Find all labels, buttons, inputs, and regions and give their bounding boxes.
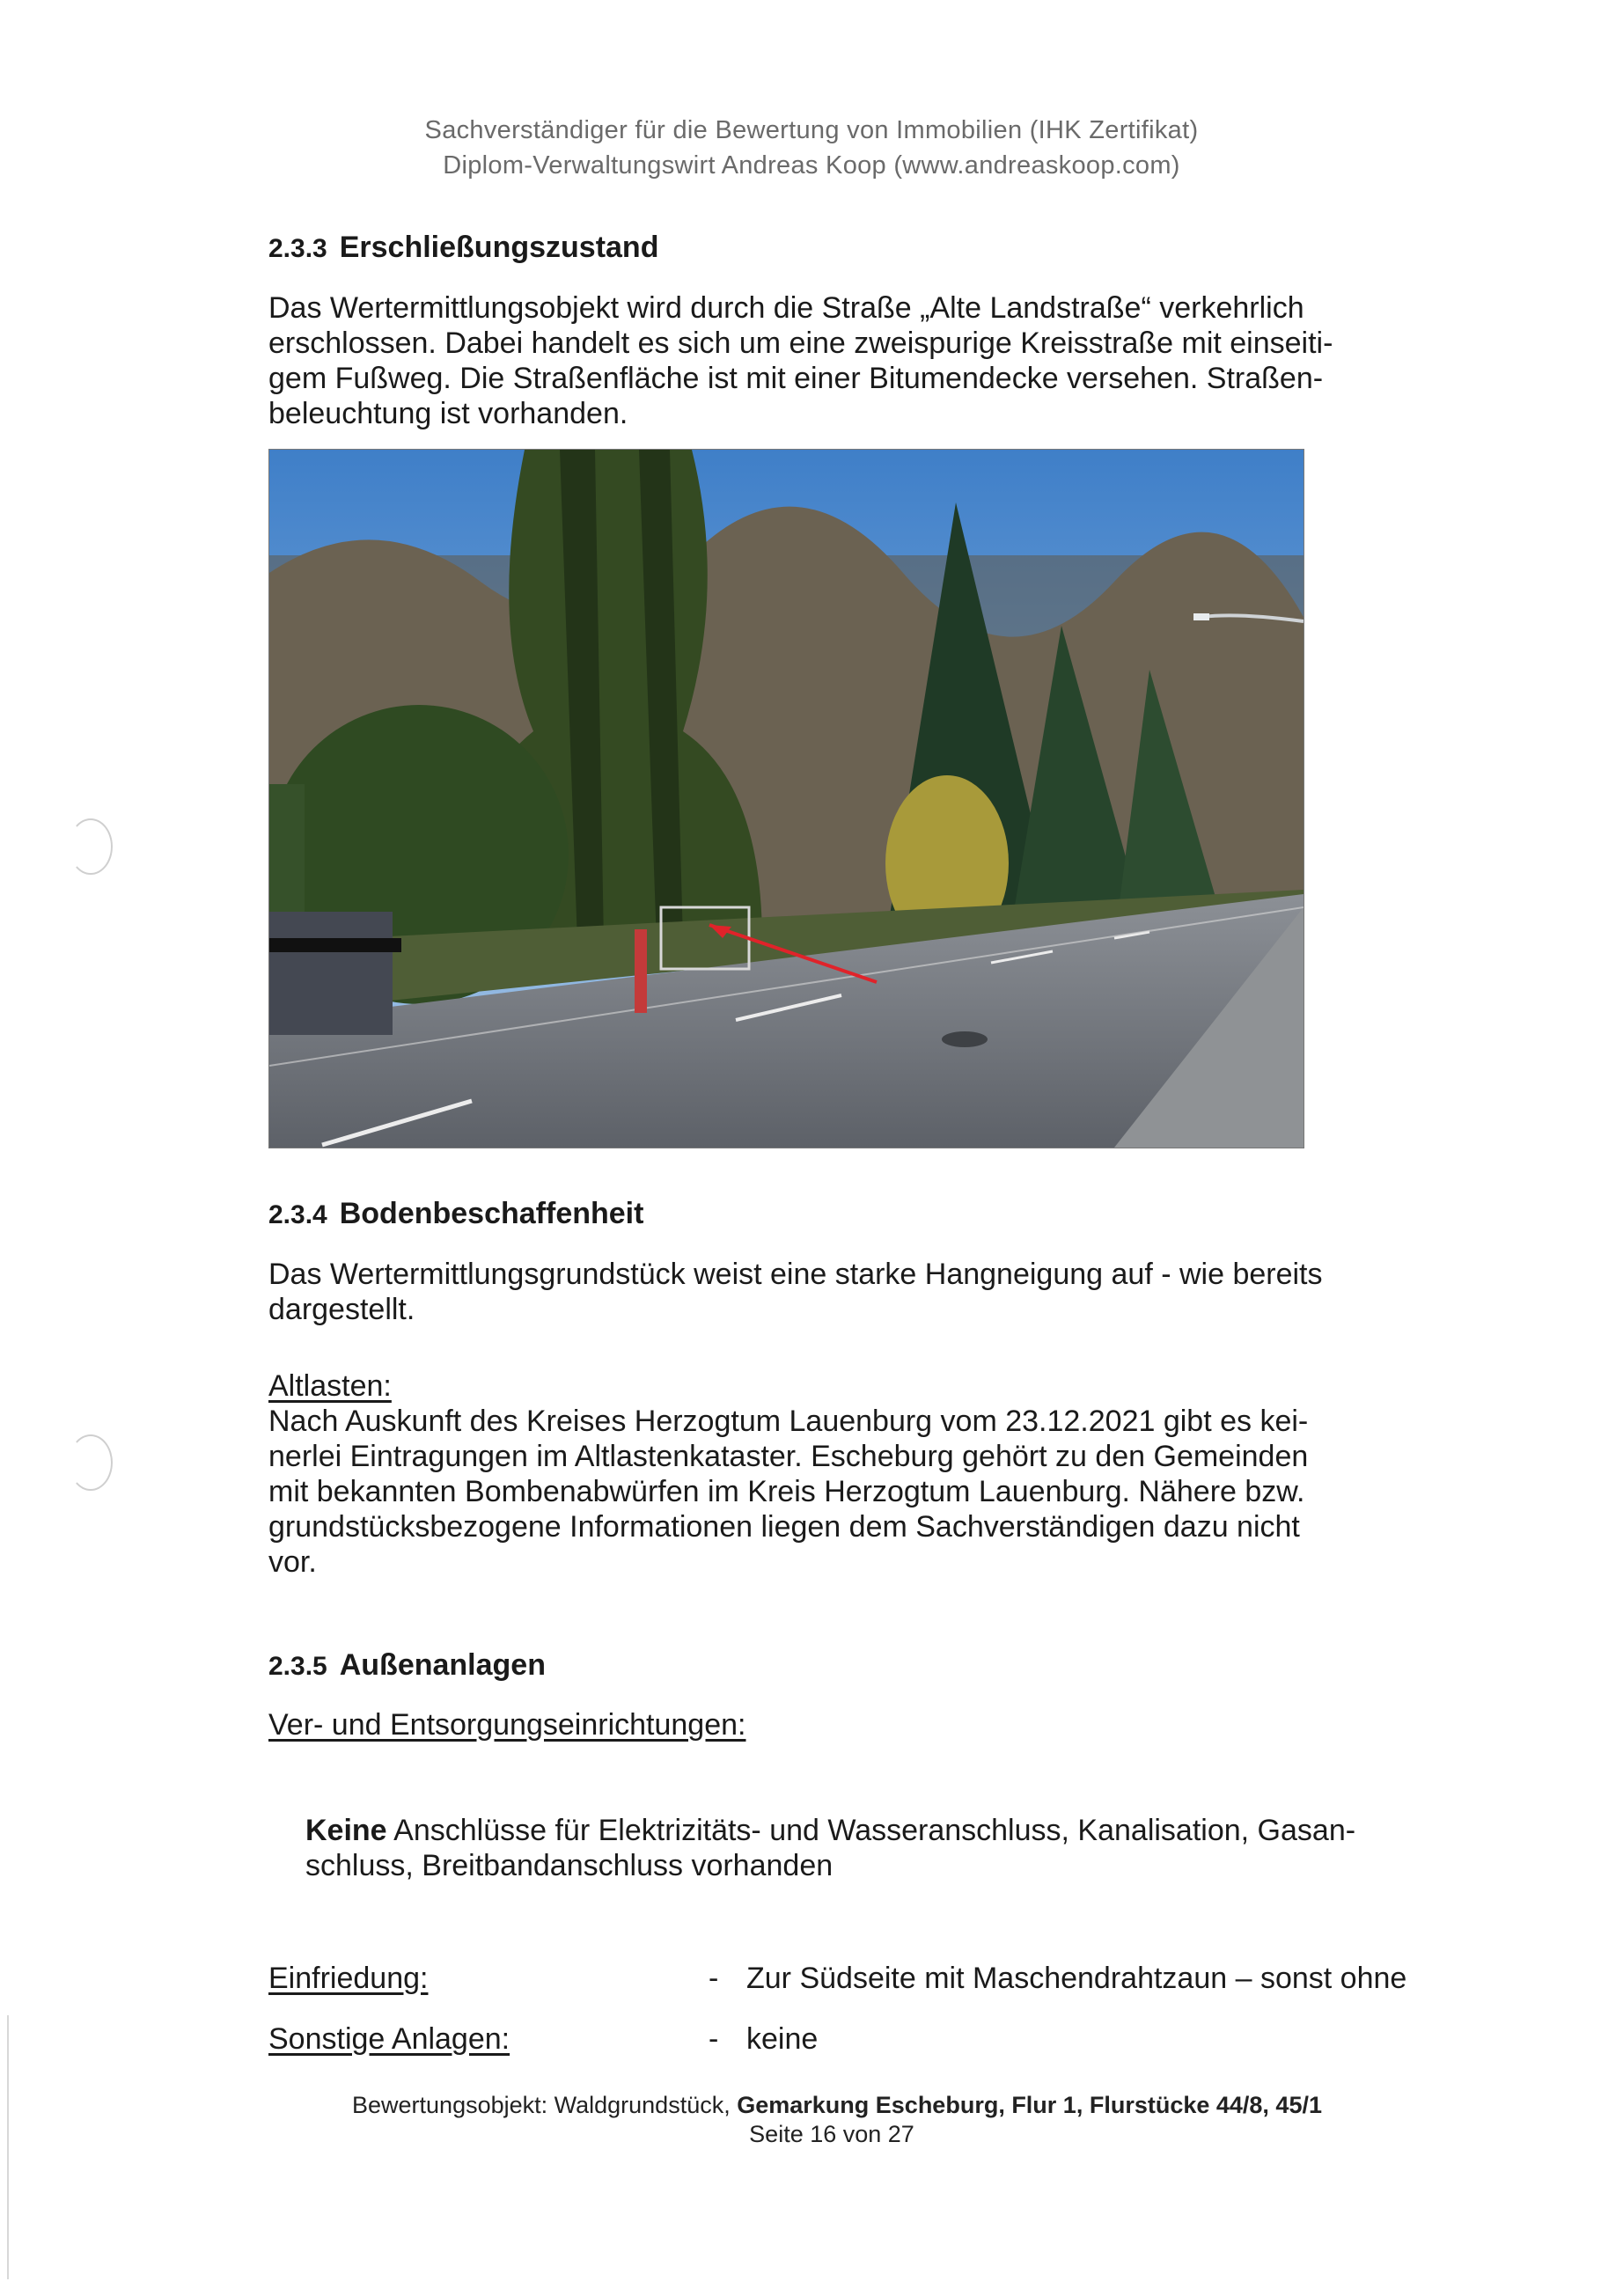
section-233-line: Das Wertermittlungsobjekt wird durch die Straße „Alte Landstraße“ verkehrlich (268, 291, 1304, 325)
sonstige-anlagen-value: keine (746, 2022, 819, 2056)
supply-text-1: Anschlüsse für Elektrizitäts- und Wasseranschluss, Kanalisation, Gasan- (386, 1814, 1356, 1847)
road-photo (268, 449, 1304, 1148)
footer-object (352, 2092, 1322, 2119)
section-234-line: dargestellt. (268, 1293, 415, 1326)
altlasten-line: Nach Auskunft des Kreises Herzogtum Lauenburg vom 23.12.2021 gibt es kei- (268, 1405, 1309, 1438)
altlasten-line: vor. (268, 1545, 317, 1579)
altlasten-line: nerlei Eintragungen im Altlastenkataster. Escheburg gehört zu den Gemeinden (268, 1440, 1309, 1473)
section-235-heading (268, 1648, 546, 1683)
punch-hole-bottom (69, 1434, 113, 1491)
section-234-line: Das Wertermittlungsgrundstück weist eine starke Hangneigung auf - wie bereits (268, 1258, 1323, 1291)
section-234-paragraph (268, 1257, 1404, 1327)
einfriedung-dash: - (709, 1962, 719, 1995)
supply-paragraph (305, 1813, 1414, 1883)
road-photo-image (269, 450, 1304, 1148)
section-233-line: beleuchtung ist vorhanden. (268, 397, 628, 430)
section-234-title: Bodenbeschaffenheit (339, 1197, 644, 1230)
supply-bold: Keine (305, 1814, 387, 1847)
section-233-paragraph (268, 290, 1395, 431)
footer-page: Seite 16 von 27 (749, 2121, 914, 2147)
altlasten-line: grundstücksbezogene Informationen liegen dem Sachverständigen dazu nicht (268, 1510, 1300, 1544)
supply-line-1 (305, 1813, 1414, 1848)
footer-object-prefix: Bewertungsobjekt: Waldgrundstück, (352, 2092, 738, 2118)
header-line-2: Diplom-Verwaltungswirt Andreas Koop (www.andreaskoop.com) (443, 151, 1180, 180)
einfriedung-value: Zur Südseite mit Maschendrahtzaun – sonst ohne (746, 1962, 1407, 1995)
altlasten-label: Altlasten: (268, 1369, 392, 1403)
supply-label: Ver- und Entsorgungseinrichtungen: (268, 1708, 746, 1742)
section-234-number: 2.3.4 (268, 1200, 327, 1229)
supply-line-2: schluss, Breitbandanschluss vorhanden (305, 1849, 834, 1882)
scan-edge-line (7, 2015, 9, 2279)
section-235-title: Außenanlagen (339, 1648, 546, 1682)
altlasten-paragraph (268, 1404, 1399, 1580)
section-233-line: gem Fußweg. Die Straßenfläche ist mit einer Bitumendecke versehen. Straßen- (268, 362, 1324, 395)
section-233-number: 2.3.3 (268, 234, 327, 263)
header-line-1: Sachverständiger für die Bewertung von Immobilien (IHK Zertifikat) (424, 116, 1199, 144)
section-233-heading (268, 231, 658, 265)
sonstige-anlagen-dash: - (709, 2022, 719, 2056)
section-235-number: 2.3.5 (268, 1652, 327, 1681)
einfriedung-label: Einfriedung: (268, 1962, 429, 1995)
footer-object-bold: Gemarkung Escheburg, Flur 1, Flurstücke 44/8, 45/1 (737, 2092, 1322, 2118)
section-233-title: Erschließungszustand (339, 231, 659, 264)
sonstige-anlagen-label: Sonstige Anlagen: (268, 2022, 510, 2056)
section-234-heading (268, 1197, 643, 1231)
punch-hole-top (69, 818, 113, 875)
altlasten-line: mit bekannten Bombenabwürfen im Kreis Herzogtum Lauenburg. Nähere bzw. (268, 1475, 1305, 1508)
section-233-line: erschlossen. Dabei handelt es sich um eine zweispurige Kreisstraße mit einseiti- (268, 326, 1333, 360)
